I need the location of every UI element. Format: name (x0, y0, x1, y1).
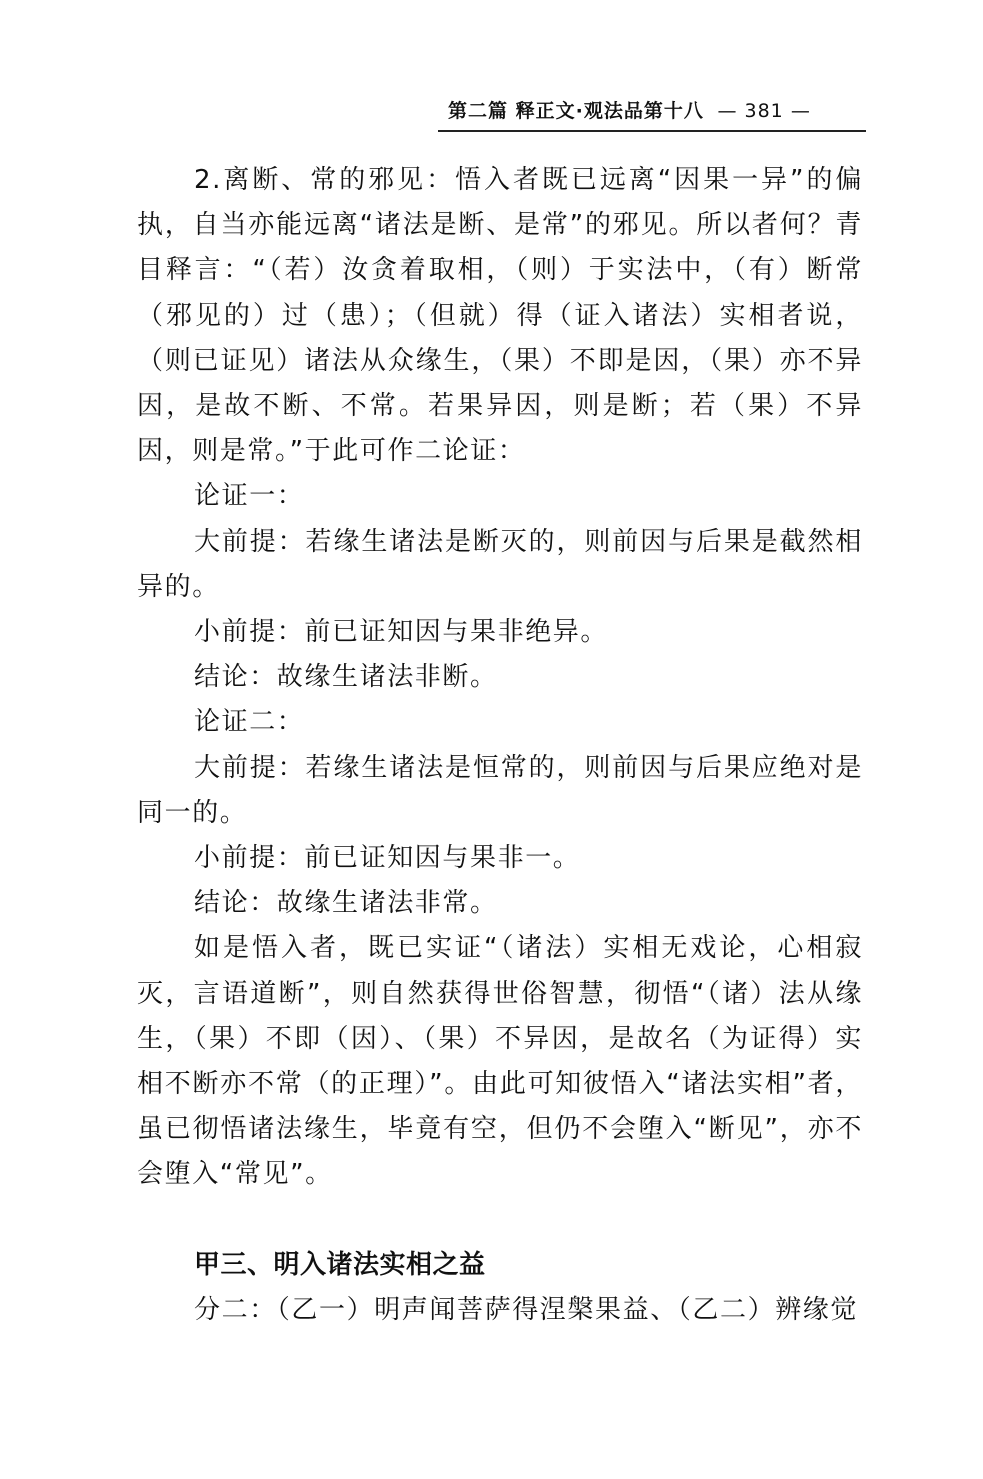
header-title: 第二篇 释正文·观法品第十八 (448, 100, 704, 122)
header-rule (438, 130, 866, 132)
argument-one-minor: 小前提：前已证知因与果非绝异。 (194, 617, 609, 648)
argument-one-conclusion: 结论：故缘生诸法非断。 (194, 662, 498, 693)
section-heading: 甲三、明入诸法实相之益 (194, 1249, 486, 1280)
paragraph-summary: 如是悟入者，既已实证“（诸法）实相无戏论，心相寂灭，言语道断”，则自然获得世俗智慧，彻悟“（诸）法从缘生，（果）不即（因）、（果）不异因，是故名（为证得）实相不断亦不常（的正理）”。由此可知彼悟入“诸法实相”者，虽已彻悟诸法缘生，毕竟有空，但仍不会堕入“断见”，亦不会堕入“常见”。 (137, 933, 863, 1190)
running-header (448, 98, 863, 124)
argument-one-major: 大前提：若缘生诸法是断灭的，则前因与后果是截然相异的。 (137, 526, 863, 602)
argument-two-label: 论证二： (194, 707, 305, 738)
page-number: — 381 — (717, 100, 811, 122)
argument-two-minor: 小前提：前已证知因与果非一。 (194, 843, 581, 874)
body-text (137, 158, 863, 1333)
paragraph-intro: 2.离断、常的邪见：悟入者既已远离“因果一异”的偏执，自当亦能远离“诸法是断、是常”的邪见。所以者何？青目释言：“（若）汝贪着取相，（则）于实法中，（有）断常（邪见的）过（患）；（但就）得（证入诸法）实相者说，（则已证见）诸法从众缘生，（果）不即是因，（果）亦不异因，是故不断、不常。若果异因，则是断；若（果）不异因，则是常。”于此可作二论证： (137, 165, 863, 467)
argument-one-label: 论证一： (194, 481, 305, 512)
argument-two-major: 大前提：若缘生诸法是恒常的，则前因与后果应绝对是同一的。 (137, 752, 863, 828)
argument-two-conclusion: 结论：故缘生诸法非常。 (194, 888, 498, 919)
section-intro: 分二：（乙一）明声闻菩萨得涅槃果益、（乙二）辨缘觉 (194, 1294, 859, 1325)
